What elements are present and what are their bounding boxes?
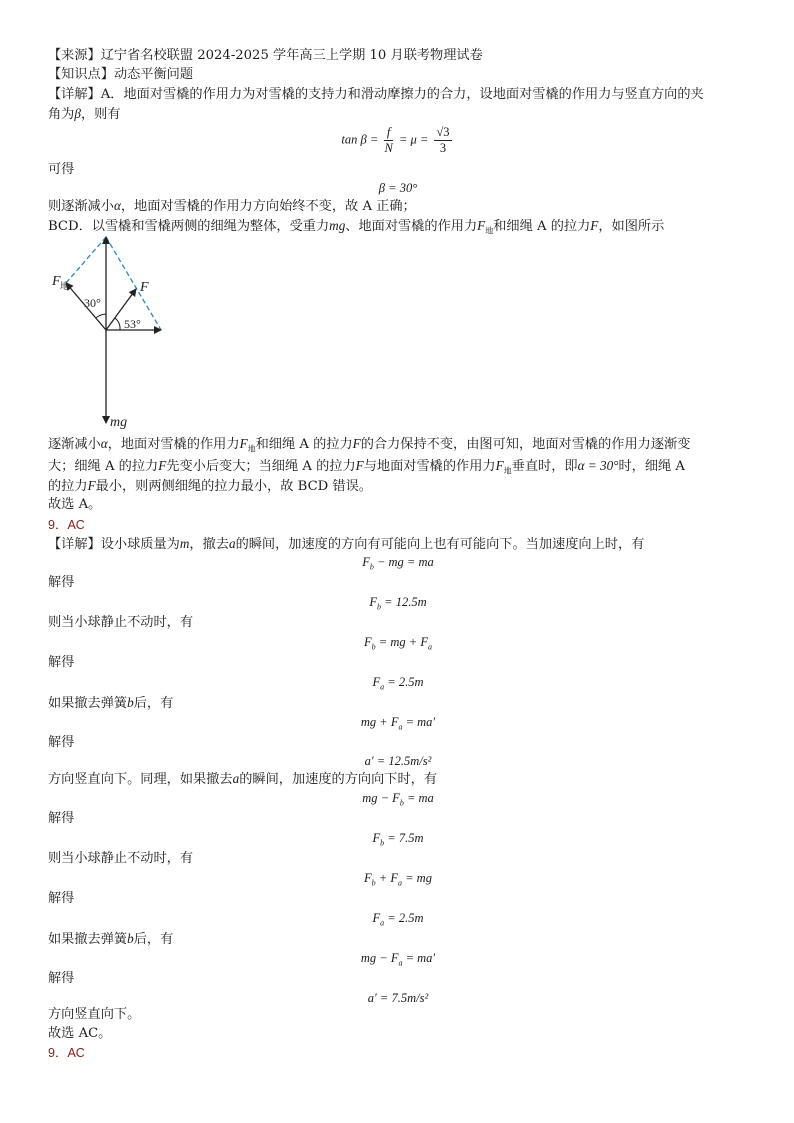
knowledge-text: 动态平衡问题: [113, 67, 194, 82]
kede-line: 可得: [48, 162, 75, 177]
q9-detail-label: 【详解】: [48, 537, 101, 552]
fraction-f-n: [384, 125, 392, 156]
dashed-line-top-left: [66, 237, 106, 283]
bcd-1: BCD．以雪橇和雪橇两侧的细绳为整体，受重力: [48, 219, 330, 234]
q9-static1: 则当小球静止不动时，有: [48, 615, 194, 630]
angle-arc-30: [96, 314, 106, 318]
angle-arc-53: [115, 318, 120, 330]
q9-jiede1: 解得: [48, 575, 75, 590]
knowledge-label: 【知识点】: [48, 67, 114, 82]
q9-eq5: [48, 714, 748, 736]
q9-remove1-pre: 如果撤去弹簧: [48, 696, 128, 711]
analysis-line-1: [48, 435, 690, 459]
q9-eq1-text: $F_b$ − mg = ma: [362, 555, 434, 572]
q9-remove1-b: b: [127, 695, 134, 710]
eq-tan-mid: = μ =: [395, 132, 432, 147]
source-text: 辽宁省名校联盟 2024-2025 学年高三上学期 10 月联考物理试卷: [100, 48, 483, 63]
q9-eq7: [48, 790, 748, 812]
q9-intro-m: m: [179, 536, 190, 551]
q8-line2-post: ，则有: [80, 107, 121, 122]
bcd-3: 和细绳 A 的拉力: [493, 219, 591, 234]
q9-eq4: [48, 674, 748, 696]
q9-down1-pre: 方向竖直向下。同理，如果撤去: [48, 772, 233, 787]
analysis2-mid2: 与地面对雪橇的作用力: [363, 459, 496, 474]
bcd-f2: F: [590, 218, 599, 233]
q9-eq8: [48, 830, 748, 852]
analysis1-f: F: [239, 436, 248, 451]
q9-remove2-pre: 如果撤去弹簧: [48, 932, 128, 947]
q8-line2-pre: 角为: [48, 107, 75, 122]
label-angle-30: 30°: [84, 296, 101, 310]
source-line: [48, 47, 483, 65]
label-angle-53: 53°: [124, 317, 141, 331]
q9-intro-2: ，撤去: [189, 537, 229, 552]
analysis1-post: 的合力保持不变，由图可知，地面对雪橇的作用力逐渐变: [360, 437, 691, 452]
analysis2-post: 时，细绳 A: [618, 459, 685, 474]
concl-a-var: α: [113, 198, 121, 213]
q8-choose-line: 故选 A。: [48, 497, 102, 512]
q9-down1-a: a: [232, 771, 240, 786]
q8-line1: A．地面对雪橇的作用力为对雪橇的支持力和滑动摩擦力的合力，设地面对雪橇的作用力与竖直方向的夹: [100, 87, 704, 102]
analysis2-f2: F: [355, 458, 364, 473]
analysis1-sub: 地: [247, 444, 256, 454]
analysis1-pre: 逐渐减小: [48, 437, 101, 452]
analysis2-sub: 地: [503, 466, 512, 476]
q9-eq7-text: mg − $F_b$ = ma: [362, 791, 434, 808]
q9-choose: 故选 AC。: [48, 1026, 112, 1041]
eq-tan-f: f: [384, 125, 392, 141]
eq-tan-den: 3: [439, 141, 447, 155]
bcd-sub: 地: [485, 226, 494, 236]
q9-eq5-text: mg + $F_a = ma'$: [360, 715, 436, 732]
q9-eq6-text: a′ = 12.5m/s²: [364, 754, 432, 768]
analysis3-pre: 的拉力: [48, 479, 88, 494]
concl-a-pre: 则逐渐减小: [48, 199, 114, 214]
q8-line2-var: β: [74, 106, 81, 121]
eq-tan-n: N: [384, 141, 393, 155]
fraction-sqrt3-3: [434, 125, 451, 156]
q9-number: 9．AC: [48, 518, 85, 532]
analysis3-post: 最小，则两侧细绳的拉力最小，故 BCD 错误。: [95, 479, 372, 494]
q9-eq2-text: $F_b = 12.5m$: [369, 595, 427, 612]
label-mg: mg: [110, 415, 128, 430]
label-f-ground-sub: 地: [60, 281, 70, 291]
q9-remove2-b: b: [127, 931, 134, 946]
source-label: 【来源】: [48, 48, 101, 63]
q9-eq9: [48, 870, 748, 892]
analysis2-alpha: α = 30°: [577, 458, 619, 473]
analysis2-f: F: [158, 458, 167, 473]
q9-eq1: [48, 554, 748, 576]
q9-intro-a: a: [228, 536, 236, 551]
q9-down1-post: 的瞬间，加速度的方向向下时，有: [239, 772, 438, 787]
q9-number-repeat: 9．AC: [48, 1046, 85, 1060]
bcd-2: 、地面对雪橇的作用力: [345, 219, 478, 234]
q9-eq3: [48, 634, 748, 656]
bcd-mg: mg: [329, 218, 346, 233]
q9-intro-3: 的瞬间，加速度的方向有可能向上也有可能向下。当加速度向上时，有: [235, 537, 645, 552]
q9-jiede3: 解得: [48, 735, 75, 750]
q9-eq11-text: mg − $F_a = ma'$: [360, 951, 436, 968]
q9-intro-line: [48, 535, 644, 554]
q9-eq12-text: a′ = 7.5m/s²: [367, 991, 429, 1005]
eq-tan-sqrt: √3: [436, 125, 450, 139]
bcd-4: ，如图所示: [598, 219, 665, 234]
analysis1-mid: ，地面对雪橇的作用力: [107, 437, 240, 452]
q9-intro-1: 设小球质量为: [100, 537, 180, 552]
analysis-line-3: [48, 477, 372, 496]
q9-eq3-text: $F_b$ = mg + $F_a$: [364, 635, 432, 652]
q9-eq4-text: $F_a = 2.5m$: [372, 675, 424, 692]
knowledge-line: [48, 66, 193, 84]
eq-tan-lhs: tan β =: [341, 132, 382, 147]
bcd-f: F: [477, 218, 486, 233]
q9-remove1: [48, 694, 173, 713]
conclusion-a-line: [48, 197, 416, 216]
q9-eq10: [48, 910, 748, 932]
q9-jiede4: 解得: [48, 811, 75, 826]
label-f-ground: F: [52, 274, 61, 289]
q9-remove2: [48, 930, 173, 949]
equation-beta: [48, 180, 748, 196]
q9-down1: [48, 770, 437, 789]
analysis1-a: α: [100, 436, 108, 451]
detail-line-1: [48, 86, 704, 104]
analysis2-f3: F: [495, 458, 504, 473]
q9-eq10-text: $F_a = 2.5m$: [372, 911, 424, 928]
q9-jiede6: 解得: [48, 971, 75, 986]
concl-a-post: ，地面对雪橇的作用力方向始终不变，故 A 正确；: [120, 199, 416, 214]
analysis2-mid: 先变小后变大；当细绳 A 的拉力: [166, 459, 356, 474]
detail-line-2: [48, 105, 121, 124]
analysis2-mid3: 垂直时，即: [511, 459, 578, 474]
q9-eq9-text: $F_b + F_a$ = mg: [364, 871, 432, 888]
force-diagram: [40, 233, 180, 433]
q9-jiede5: 解得: [48, 891, 75, 906]
analysis3-f: F: [87, 478, 96, 493]
detail-label: 【详解】: [48, 87, 101, 102]
equation-tan: [48, 125, 748, 156]
q9-eq2: [48, 594, 748, 616]
q9-eq11: [48, 950, 748, 972]
q9-static2: 则当小球静止不动时，有: [48, 851, 194, 866]
analysis2-pre: 大；细绳 A 的拉力: [48, 459, 159, 474]
analysis1-f2: F: [352, 436, 361, 451]
q9-eq12: [48, 990, 748, 1006]
q9-remove1-post: 后，有: [133, 696, 174, 711]
label-f: F: [140, 280, 149, 295]
q9-eq8-text: $F_b = 7.5m$: [372, 831, 424, 848]
eq-beta: β = 30°: [378, 181, 418, 195]
q9-down2: 方向竖直向下。: [48, 1007, 141, 1022]
analysis1-mid2: 和细绳 A 的拉力: [255, 437, 353, 452]
q9-remove2-post: 后，有: [133, 932, 174, 947]
q9-jiede2: 解得: [48, 655, 75, 670]
q9-eq6: [48, 753, 748, 769]
